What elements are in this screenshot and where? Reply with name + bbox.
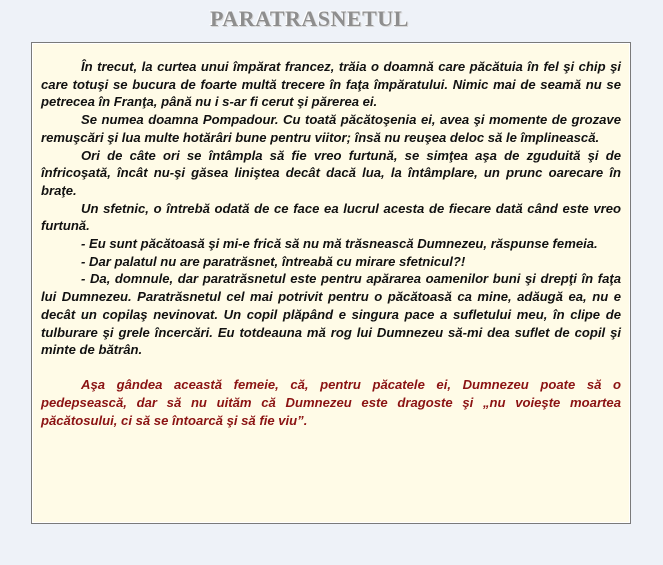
story-paragraph: Se numea doamna Pompadour. Cu toată păcătoşenia ei, avea şi momente de grozave remuşcări şi lua multe hotărâri bune pentru viitor; însă nu reuşea deloc să le împlinească. xyxy=(41,112,621,145)
dialogue-paragraph: - Dar palatul nu are paratrăsnet, întreabă cu mirare sfetnicul?! xyxy=(81,253,466,269)
closing-paragraph: Aşa gândea această femeie, că, pentru păcatele ei, Dumnezeu poate să o pedepsească, dar să nu uităm că Dumnezeu este dragoste şi „nu voieşte moartea păcătosului, ci să se întoarcă şi să fie viu”. xyxy=(41,377,621,428)
story-paragraph: Ori de câte ori se întâmpla să fie vreo furtună, se simţea aşa de zguduită şi de înfricoşată, încât nu-şi găsea liniştea decât dacă lua, la întâmplare, un prunc oarecare în braţe. xyxy=(41,147,621,198)
story-paragraph: În trecut, la curtea unui împărat francez, trăia o doamnă care păcătuia în fel şi chip şi care totuşi se bucura de foarte multă trecere în faţa împăratului. Nimic mai de seamă nu se petrecea în Franţa, până nu i s-ar fi cerut şi părerea ei. xyxy=(41,59,621,110)
story-panel xyxy=(31,42,631,524)
dialogue-paragraph: - Da, domnule, dar paratrăsnetul este pentru apărarea oamenilor buni şi drepţi în faţa lui Dumnezeu. Paratrăsnetul cel mai potrivit pentru o păcătoasă ca mine, adăugă ea, nu e decât un copilaş nevinovat. Un copil plăpând e singura pace a sufletului meu, în clipe de tulburare şi grele încercări. Eu totdeauna mă rog lui Dumnezeu să-mi dea suflet de copil şi minte de bătrân. xyxy=(41,271,621,358)
story-paragraph: Un sfetnic, o întrebă odată de ce face ea lucrul acesta de fiecare dată când este vreo furtună. xyxy=(41,200,621,234)
page-title: PARATRASNETUL xyxy=(210,6,409,31)
dialogue-paragraph: - Eu sunt păcătoasă şi mi-e frică să nu mă trăsnească Dumnezeu, răspunse femeia. xyxy=(81,236,598,252)
